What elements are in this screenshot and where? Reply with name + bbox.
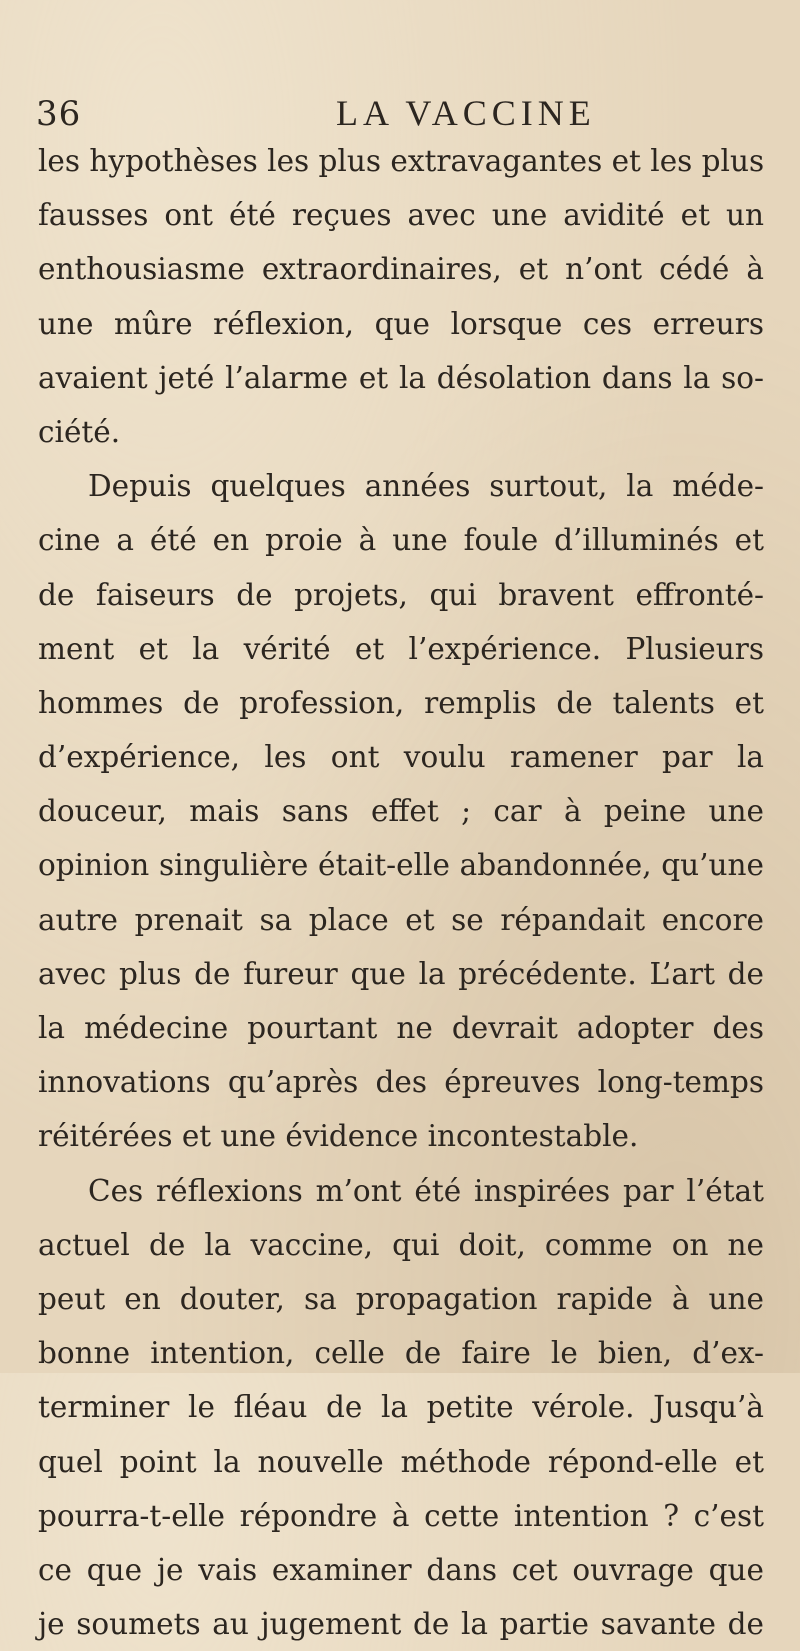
text-line: Depuis quelques années surtout, la méde- (88, 469, 764, 504)
text-line: fausses ont été reçues avec une avidité et un (38, 198, 764, 233)
text-line: terminer le fléau de la petite vérole. Jusqu’à (38, 1390, 764, 1425)
text-line: douceur, mais sans effet ; car à peine une (38, 794, 764, 829)
text-line: pourra-t-elle répondre à cette intention ? c’est (38, 1498, 764, 1533)
text-line: la médecine pourtant ne devrait adopter des (38, 1011, 764, 1045)
text-line: d’expérience, les ont voulu ramener par la (38, 740, 764, 775)
text-line: innovations qu’après des épreuves long-temps (38, 1065, 764, 1100)
text-line: ment et la vérité et l’expérience. Plusieurs (38, 631, 764, 666)
text-line: quel point la nouvelle méthode répond-elle et (38, 1444, 764, 1479)
running-head (0, 86, 800, 134)
text-line: peut en douter, sa propagation rapide à une (38, 1281, 764, 1316)
text-line: de faiseurs de projets, qui bravent effronté- (38, 577, 764, 612)
text-line: réitérées et une évidence incontestable. (38, 1119, 639, 1154)
text-line: opinion singulière était-elle abandonnée, qu’une (38, 848, 764, 883)
text-line: avec plus de fureur que la précédente. L’art de (38, 956, 764, 991)
text-line: actuel de la vaccine, qui doit, comme on ne (38, 1227, 764, 1262)
text-line: Ces réflexions m’ont été inspirées par l’état (88, 1173, 764, 1208)
text-line: bonne intention, celle de faire le bien, d’ex- (38, 1336, 764, 1371)
text-line: enthousiasme extraordinaires, et n’ont cédé à (38, 252, 764, 287)
text-line: ciété. (38, 414, 121, 449)
text-line: les hypothèses les plus extravagantes et les plus (38, 144, 765, 178)
text-line: je soumets au jugement de la partie savante de (38, 1607, 764, 1642)
text-line: cine a été en proie à une foule d’illuminés et (38, 523, 764, 558)
running-title: LA VACCINE (336, 93, 596, 133)
text-line: une mûre réflexion, que lorsque ces erreurs (38, 306, 764, 341)
page-number: 36 (36, 94, 82, 134)
text-line: hommes de profession, remplis de talents et (38, 685, 764, 720)
text-line: ce que je vais examiner dans cet ouvrage que (38, 1552, 764, 1587)
body-text (38, 134, 764, 1651)
text-line: avaient jeté l’alarme et la désolation dans la so- (38, 360, 764, 395)
text-line: autre prenait sa place et se répandait encore (38, 902, 764, 937)
